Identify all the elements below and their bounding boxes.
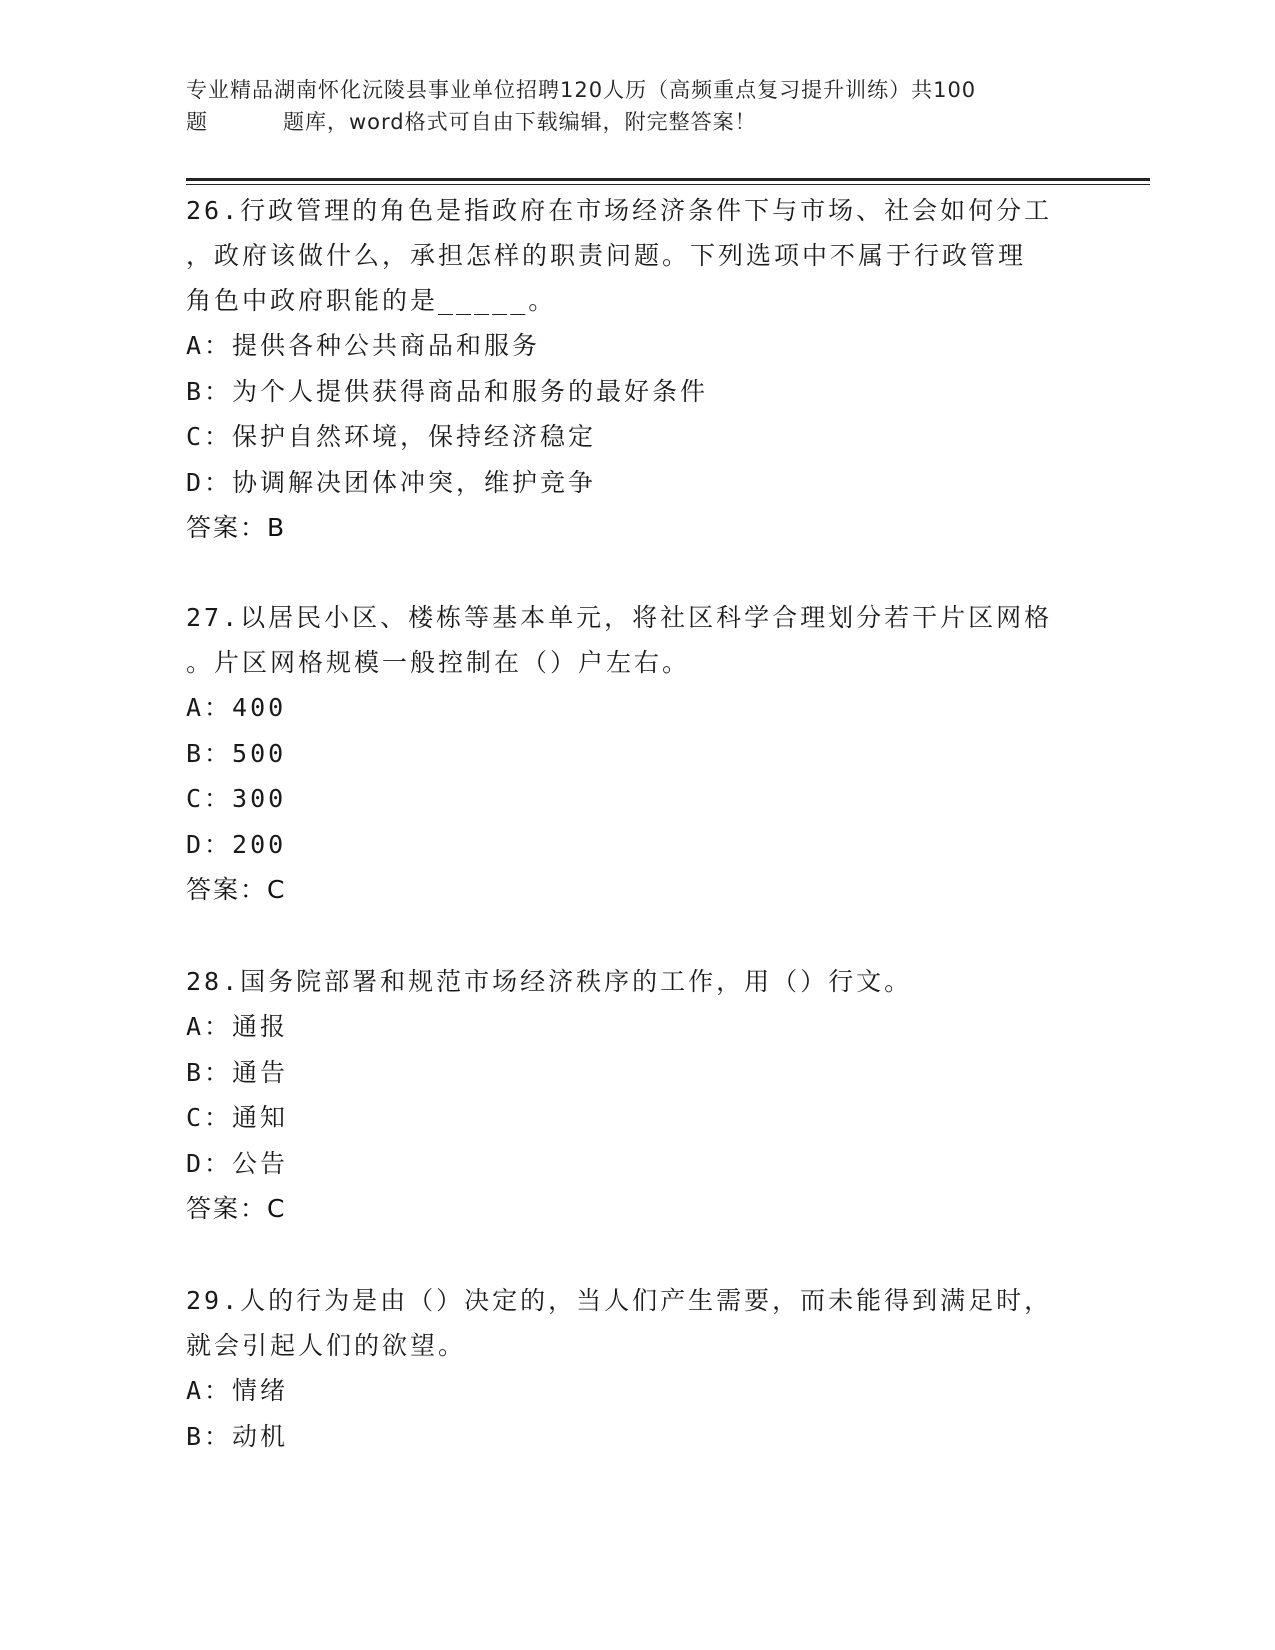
header-divider-thick [186,178,1150,181]
option-d: D：200 [186,829,287,859]
answer-line: 答案：C [186,875,287,904]
option-c: C：通知 [186,1103,289,1132]
header-line-2 [186,106,1086,138]
question-stem-line: 29.人的行为是由（）决定的，当人们产生需要，而未能得到满足时， [186,1286,1053,1315]
question-29 [186,1278,1086,1459]
option-b: B：动机 [186,1421,289,1451]
option-a: A：400 [186,693,287,722]
question-stem-line: 就会引起人们的欲望。 [186,1331,467,1360]
header-line-2-rest: 题库，word格式可自由下载编辑，附完整答案！ [283,110,757,134]
question-stem-line: 26.行政管理的角色是指政府在市场经济条件下与市场、社会如何分工 [186,196,1053,225]
option-b: B：500 [186,738,287,768]
question-spacer [186,550,1086,595]
option-d: D：公告 [186,1148,289,1178]
option-b: B：通告 [186,1057,289,1087]
question-stem-line: ，政府该做什么，承担怎样的职责问题。下列选项中不属于行政管理 [186,241,1027,270]
question-stem-line: 角色中政府职能的是_____。 [186,286,557,315]
option-b: B：为个人提供获得商品和服务的最好条件 [186,376,709,406]
option-c: C：300 [186,784,287,813]
header-line-1: 专业精品湖南怀化沅陵县事业单位招聘120人历（高频重点复习提升训练）共100 [186,78,977,102]
document-header [186,74,1086,138]
question-stem-line: 28.国务院部署和规范市场经济秩序的工作，用（）行文。 [186,967,913,996]
question-spacer [186,1231,1086,1278]
option-a: A：提供各种公共商品和服务 [186,331,541,360]
question-27 [186,595,1086,912]
question-stem-line: 。片区网格规模一般控制在（）户左右。 [186,648,691,677]
header-divider-thin [186,184,1150,185]
option-a: A：情绪 [186,1376,289,1405]
question-list [186,188,1086,1459]
answer-line: 答案：B [186,513,287,542]
option-a: A：通报 [186,1012,289,1041]
answer-line: 答案：C [186,1194,287,1223]
question-stem-line: 27.以居民小区、楼栋等基本单元，将社区科学合理划分若干片区网格 [186,603,1053,632]
option-d: D：协调解决团体冲突，维护竞争 [186,467,597,497]
question-26 [186,188,1086,550]
question-28 [186,959,1086,1231]
option-c: C：保护自然环境，保持经济稳定 [186,422,597,451]
header-line-2-prefix: 题 [186,110,208,134]
question-spacer [186,912,1086,959]
